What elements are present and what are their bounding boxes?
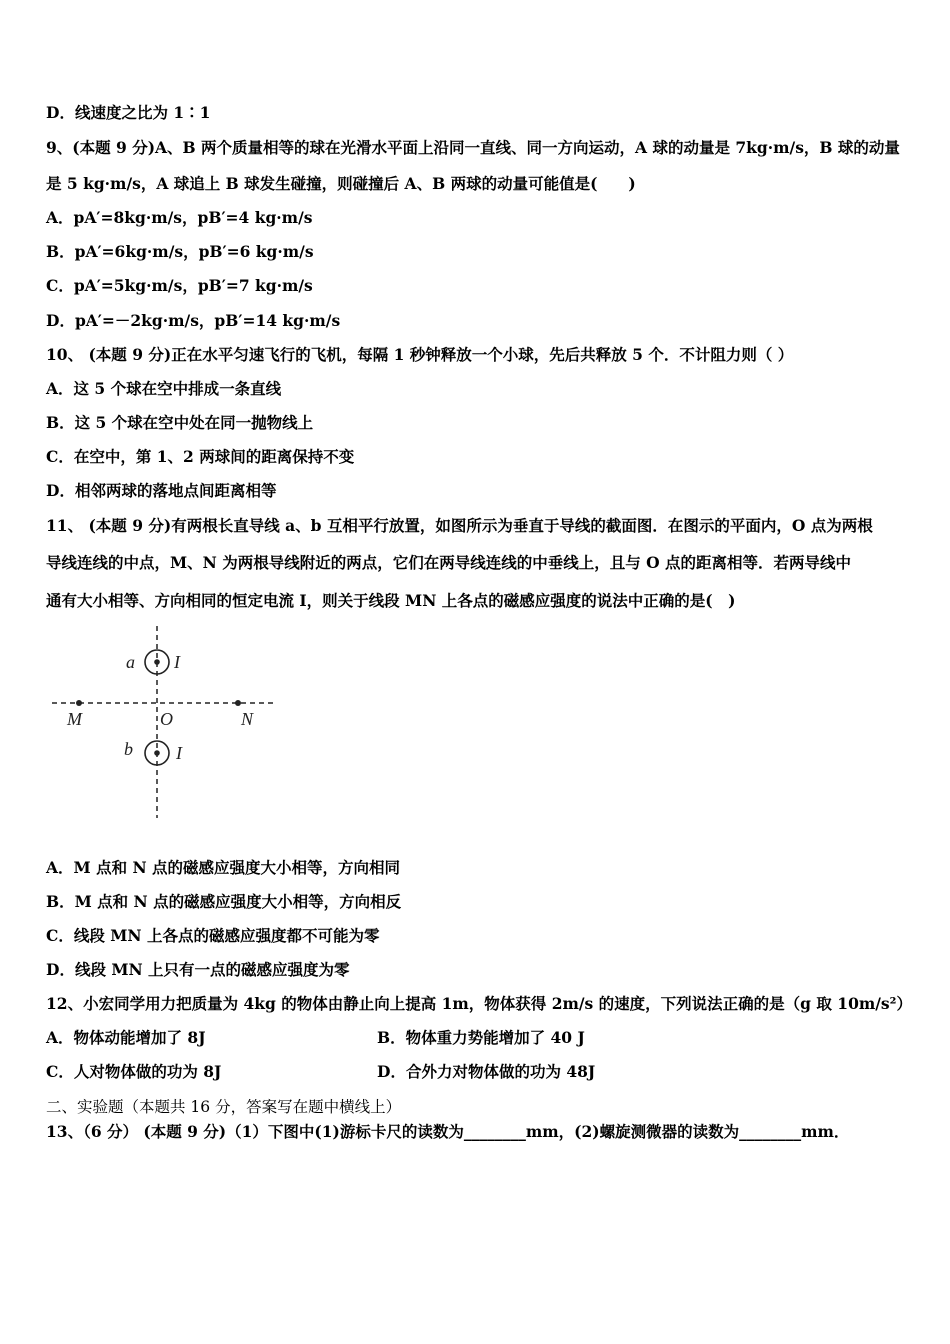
wire-diagram <box>46 622 286 822</box>
question-10: 10、 (本题 9 分)正在水平匀速飞行的飞机，每隔 1 秒钟释放一个小球，先后共释放 5 个．不计阻力则（ ） <box>46 345 794 364</box>
question-11-line1: 11、 (本题 9 分)有两根长直导线 a、b 互相平行放置，如图所示为垂直于导线的截面图．在图示的平面内，O 点为两根 <box>46 516 873 535</box>
option-a-q11: A．M 点和 N 点的磁感应强度大小相等，方向相同 <box>46 858 401 877</box>
question-12: 12、小宏同学用力把质量为 4kg 的物体由静止向上提高 1m，物体获得 2m/s 的速度，下列说法正确的是（g 取 10m/s²） <box>46 994 912 1013</box>
option-d-q12: D．合外力对物体做的功为 48J <box>377 1062 596 1081</box>
option-b-q9: B．pA′=6kg·m/s，pB′=6 kg·m/s <box>46 242 314 261</box>
option-b-q10: B．这 5 个球在空中处在同一抛物线上 <box>46 413 314 432</box>
wire-a-current-dot <box>154 659 160 665</box>
wire-b-current-dot <box>154 750 160 756</box>
question-9-line2: 是 5 kg·m/s，A 球追上 B 球发生碰撞，则碰撞后 A、B 两球的动量可能值是( ) <box>46 174 636 193</box>
question-11-line2: 导线连线的中点，M、N 为两根导线附近的两点，它们在两导线连线的中垂线上，且与 O 点的距离相等．若两导线中 <box>46 553 852 572</box>
option-a-q10: A．这 5 个球在空中排成一条直线 <box>46 379 282 398</box>
point-n <box>235 700 241 706</box>
point-m <box>76 700 82 706</box>
question-11-line3: 通有大小相等、方向相同的恒定电流 I，则关于线段 MN 上各点的磁感应强度的说法中正确的是( ) <box>46 591 736 610</box>
option-a-q12: A．物体动能增加了 8J <box>46 1028 206 1047</box>
option-c-q9: C．pA′=5kg·m/s，pB′=7 kg·m/s <box>46 276 313 295</box>
label-current-bottom: I <box>176 743 182 763</box>
option-b-q12: B．物体重力势能增加了 40 J <box>377 1028 585 1047</box>
option-d-q8: D．线速度之比为 1∶1 <box>46 103 211 122</box>
option-c-q11: C．线段 MN 上各点的磁感应强度都不可能为零 <box>46 926 380 945</box>
section-heading-experiment: 二、实验题（本题共 16 分，答案写在题中横线上） <box>46 1098 402 1116</box>
option-d-q10: D．相邻两球的落地点间距离相等 <box>46 481 277 500</box>
label-m: M <box>67 709 82 729</box>
option-c-q12: C．人对物体做的功为 8J <box>46 1062 222 1081</box>
question-9-line1: 9、(本题 9 分)A、B 两个质量相等的球在光滑水平面上沿同一直线、同一方向运动，A 球的动量是 7kg·m/s，B 球的动量 <box>46 138 900 157</box>
option-c-q10: C．在空中，第 1、2 两球间的距离保持不变 <box>46 447 355 466</box>
label-current-top: I <box>174 652 180 672</box>
question-13: 13、（6 分） (本题 9 分)（1）下图中(1)游标卡尺的读数为________mm，(2)螺旋测微器的读数为________mm． <box>46 1122 850 1141</box>
label-a: a <box>126 652 135 672</box>
option-d-q11: D．线段 MN 上只有一点的磁感应强度为零 <box>46 960 350 979</box>
label-o: O <box>160 709 173 729</box>
option-b-q11: B．M 点和 N 点的磁感应强度大小相等，方向相反 <box>46 892 402 911</box>
option-d-q9: D．pA′=－2kg·m/s，pB′=14 kg·m/s <box>46 311 341 330</box>
option-a-q9: A．pA′=8kg·m/s，pB′=4 kg·m/s <box>46 208 313 227</box>
label-b: b <box>124 739 133 759</box>
label-n: N <box>241 709 254 729</box>
